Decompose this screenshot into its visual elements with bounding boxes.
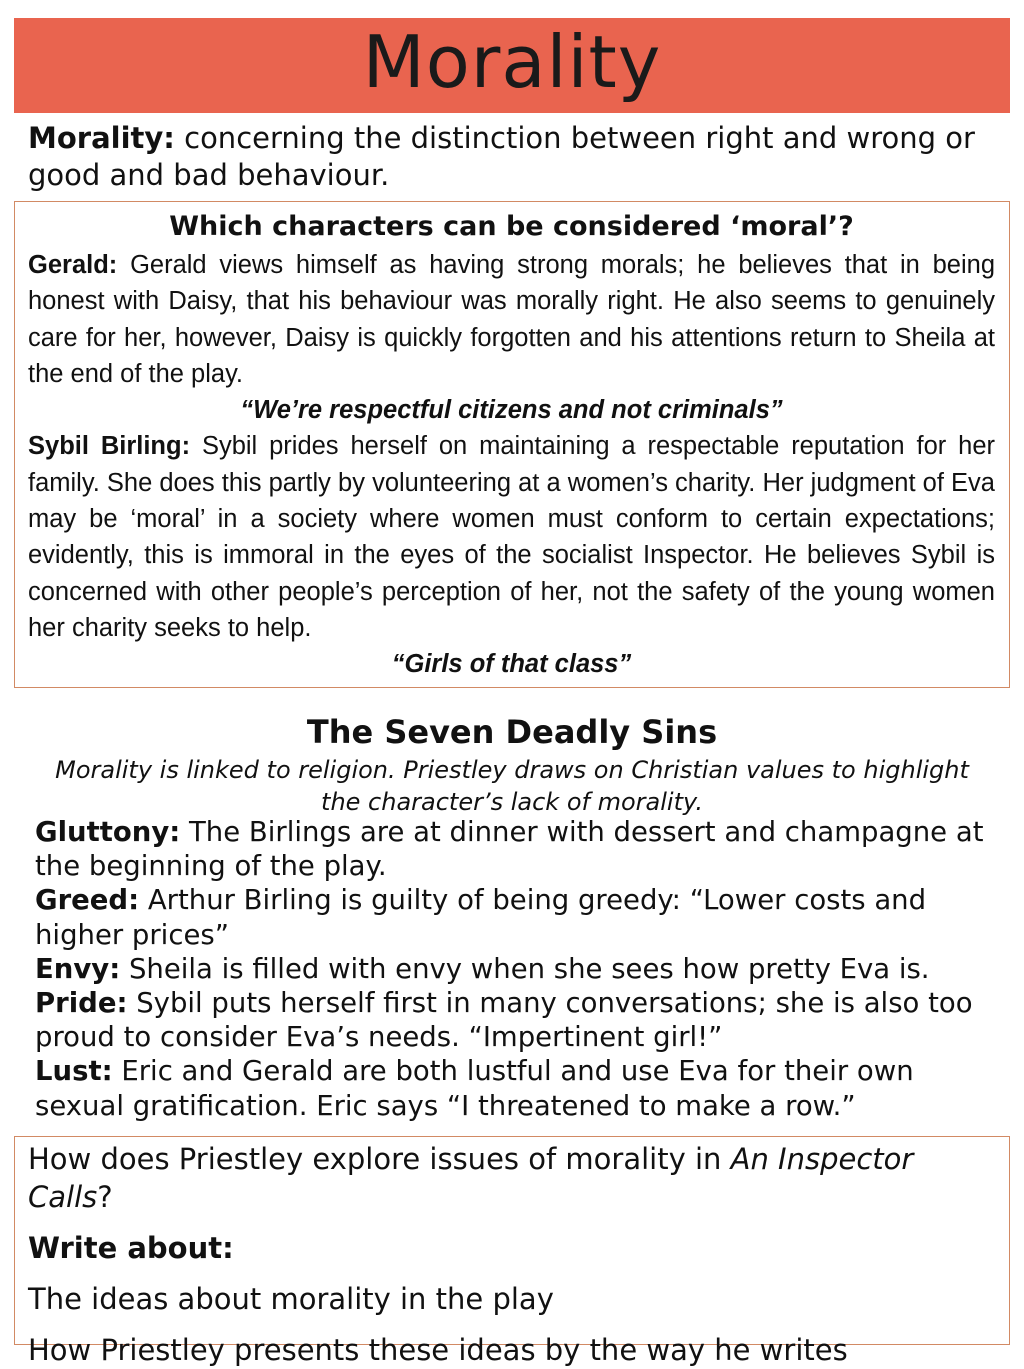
gerald-label: Gerald: (28, 251, 118, 279)
task-question-end: ? (97, 1180, 113, 1214)
gerald-quote: “We’re respectful citizens and not criminals” (240, 396, 783, 425)
gerald-text: Gerald views himself as having strong morals; he believes that in being honest with Daisy, that his behaviour was morally right. He also seems to genuinely care for her, however, Daisy is quickly forgotten and his attentions return to Sheila at the end of the play. (28, 251, 995, 388)
task-box (14, 1136, 1010, 1367)
sin-text: Sybil puts herself first in many conversations; she is also too proud to consider Eva’s needs. “Impertinent girl!” (35, 987, 973, 1054)
sins-list (35, 815, 995, 1123)
sin-text: Eric and Gerald are both lustful and use Eva for their own sexual gratification. Eric says “I threatened to make a row.” (35, 1055, 914, 1122)
title-banner (14, 18, 1010, 113)
sin-item-greed (35, 883, 995, 951)
sin-label: Gluttony: (35, 816, 181, 848)
sin-label: Envy: (35, 952, 121, 985)
definition (28, 120, 1008, 194)
moral-characters-heading: Which characters can be considered ‘moral’? (169, 211, 854, 242)
page-title: Morality (362, 19, 662, 104)
sin-label: Greed: (35, 884, 140, 917)
sins-subtitle: Morality is linked to religion. Priestley draws on Christian values to highlight the character’s lack of morality. (55, 756, 969, 816)
task-question-title: An Inspector Calls (28, 1142, 914, 1214)
sin-item-pride (35, 986, 995, 1054)
sin-text: The Birlings are at dinner with dessert and champagne at the beginning of the play. (35, 816, 984, 883)
task-point-methods: How Priestley presents these ideas by the way he writes (28, 1333, 848, 1367)
sin-label: Pride: (35, 987, 128, 1020)
sin-item-lust (35, 1054, 995, 1122)
sin-item-gluttony (35, 815, 995, 883)
write-about-label: Write about: (28, 1231, 234, 1265)
sybil-paragraph (28, 428, 995, 646)
moral-characters-box (14, 201, 1010, 688)
sybil-quote: “Girls of that class” (391, 650, 632, 679)
sybil-text: Sybil prides herself on maintaining a respectable reputation for her family. She does this partly by volunteering at a women’s charity. Her judgment of Eva may be ‘moral’ in a society where women must conform to certain expectations; evidently, this is immoral in the eyes of the socialist Inspector. He believes Sybil is concerned with other people’s perception of her, not the safety of the young women her charity seeks to help. (28, 432, 995, 642)
sins-title: The Seven Deadly Sins (306, 713, 718, 751)
sin-item-envy (35, 952, 995, 986)
gerald-paragraph (28, 247, 995, 392)
definition-term: Morality: (28, 121, 175, 155)
definition-text: concerning the distinction between right and wrong or good and bad behaviour. (28, 121, 975, 192)
task-question-start: How does Priestley explore issues of morality in (28, 1142, 731, 1176)
sin-text: Arthur Birling is guilty of being greedy: “Lower costs and higher prices” (35, 884, 927, 951)
task-point-ideas: The ideas about morality in the play (28, 1282, 554, 1316)
sins-section (14, 710, 1010, 818)
sybil-label: Sybil Birling: (28, 432, 191, 461)
task-question (28, 1140, 995, 1216)
sin-text: Sheila is filled with envy when she sees how pretty Eva is. (120, 952, 930, 985)
sin-label: Lust: (35, 1055, 113, 1088)
